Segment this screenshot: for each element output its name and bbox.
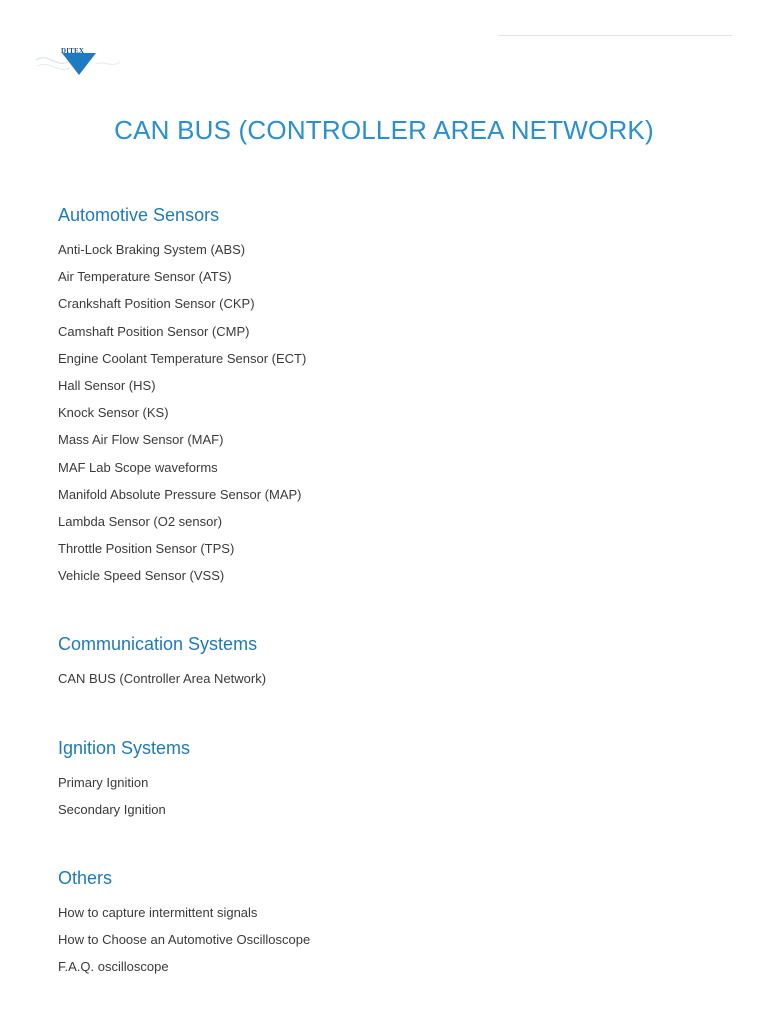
section-heading: Automotive Sensors: [58, 205, 220, 225]
list-item[interactable]: Manifold Absolute Pressure Sensor (MAP): [58, 486, 302, 502]
section-heading: Ignition Systems: [58, 738, 191, 758]
logo-text: DITEX: [61, 47, 85, 55]
link-list: [58, 899, 718, 981]
section-others: [58, 866, 718, 981]
section-communication-systems: [58, 632, 718, 692]
list-item[interactable]: Mass Air Flow Sensor (MAF): [58, 432, 224, 448]
logo-triangle-icon: [62, 53, 96, 75]
section-automotive-sensors: [58, 203, 718, 590]
list-item[interactable]: Throttle Position Sensor (TPS): [58, 541, 235, 557]
section-ignition-systems: [58, 736, 718, 823]
list-item[interactable]: Secondary Ignition: [58, 802, 166, 818]
link-list: [58, 769, 718, 823]
list-item[interactable]: Air Temperature Sensor (ATS): [58, 269, 232, 285]
link-list: [58, 236, 718, 590]
list-item[interactable]: Camshaft Position Sensor (CMP): [58, 323, 250, 339]
list-item[interactable]: Crankshaft Position Sensor (CKP): [58, 296, 255, 312]
list-item[interactable]: CAN BUS (Controller Area Network): [58, 671, 267, 686]
header-divider: [498, 35, 732, 36]
list-item[interactable]: Lambda Sensor (O2 sensor): [58, 514, 223, 530]
list-item[interactable]: Primary Ignition: [58, 775, 149, 790]
list-item[interactable]: Vehicle Speed Sensor (VSS): [58, 568, 225, 584]
section-heading: Communication Systems: [58, 634, 258, 654]
list-item[interactable]: Anti-Lock Braking System (ABS): [58, 242, 246, 257]
link-list: [58, 665, 718, 692]
section-heading: Others: [58, 868, 113, 888]
list-item[interactable]: Knock Sensor (KS): [58, 405, 169, 421]
list-item[interactable]: MAF Lab Scope waveforms: [58, 459, 218, 475]
page-title: CAN BUS (CONTROLLER AREA NETWORK): [114, 115, 654, 145]
ditex-logo[interactable]: [34, 38, 124, 78]
list-item[interactable]: How to capture intermittent signals: [58, 905, 258, 920]
list-item[interactable]: F.A.Q. oscilloscope: [58, 959, 169, 975]
list-item[interactable]: Engine Coolant Temperature Sensor (ECT): [58, 350, 307, 366]
list-item[interactable]: How to Choose an Automotive Oscilloscope: [58, 932, 311, 948]
list-item[interactable]: Hall Sensor (HS): [58, 378, 156, 394]
header: [0, 0, 768, 90]
